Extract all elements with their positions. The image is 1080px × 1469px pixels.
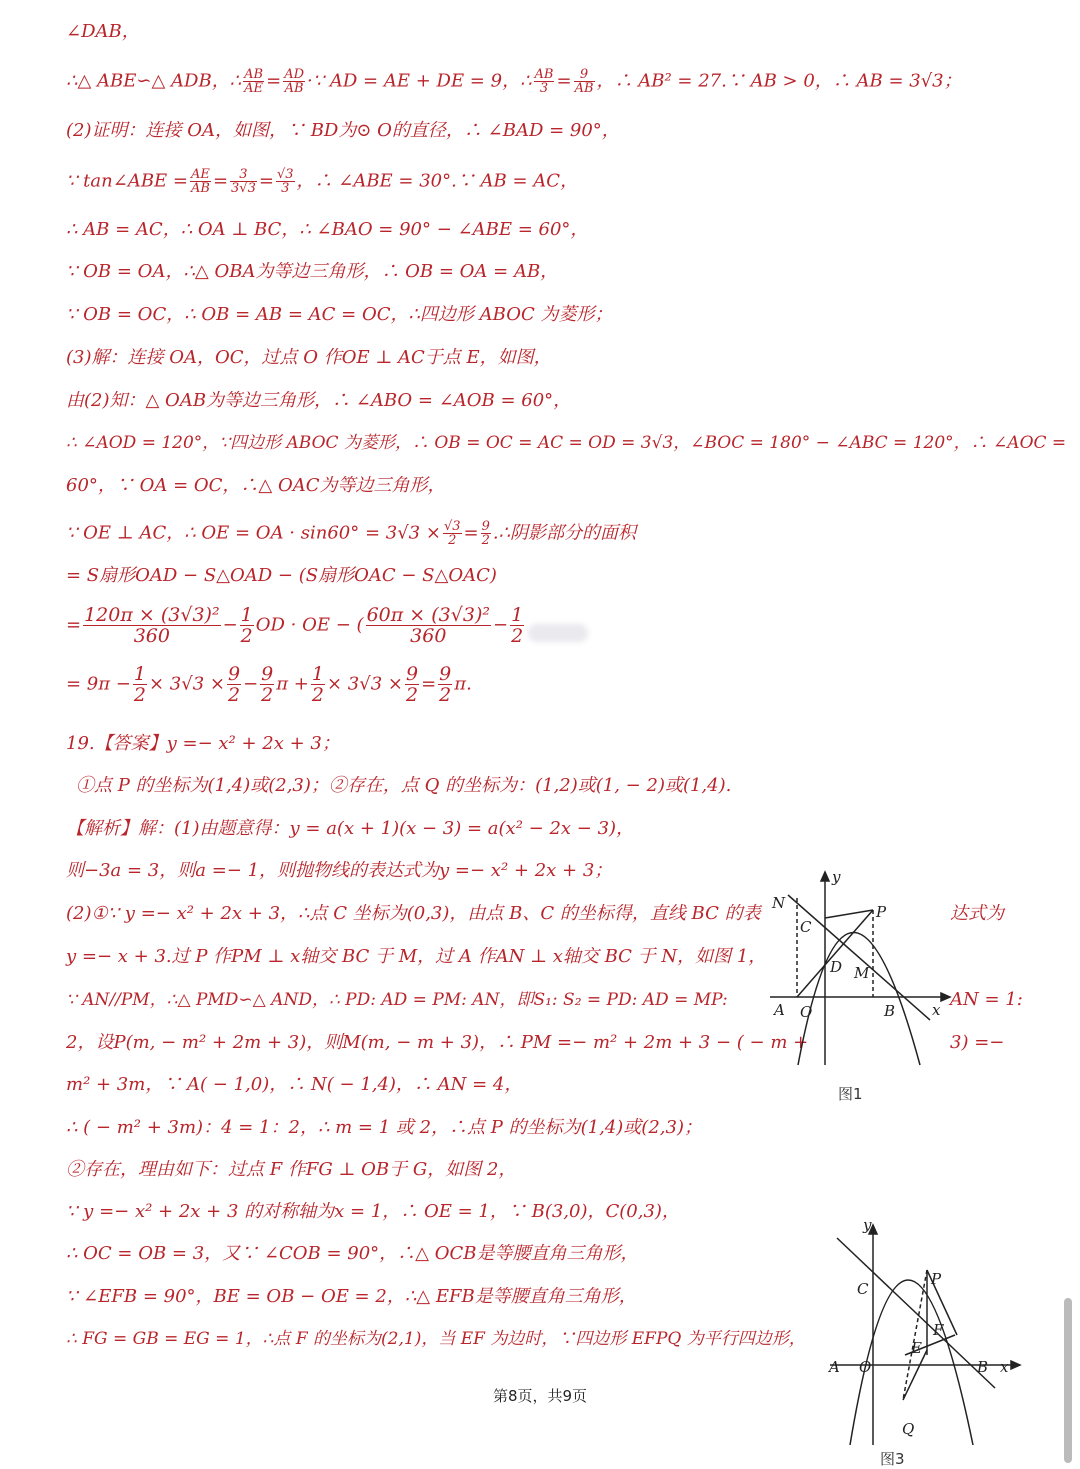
fraction: $\frac{\text{120π × (3√3)²}}{360}$: [84, 604, 220, 647]
fraction: $\frac{AD}{AB}$: [284, 67, 304, 96]
text-line: y =− x + 3.过 P 作PM ⊥ x轴交 BC 于 M，过 A 作AN ⊥ x轴交 BC 于 N，如图 1，: [66, 946, 767, 967]
text-line: 则−3a = 3，则a =− 1，则抛物线的表达式为y =− x² + 2x + 3；: [66, 860, 613, 881]
text-line: ∴ OC = OB = 3，又∵ ∠COB = 90°，∴△ OCB是等腰直角三角形，: [66, 1243, 639, 1264]
label-e: E: [911, 1339, 922, 1357]
figure-1-caption: 图1: [838, 1085, 863, 1103]
label-o: O: [859, 1358, 872, 1376]
text-line: 3) =−: [950, 1032, 1005, 1053]
text-line: ∴ FG = GB = EG = 1，∴点 F 的坐标为(2,1)，当 EF 为边时，∵四边形 EFPQ 为平行四边形，: [66, 1329, 806, 1349]
fraction: $\frac{9}{2}$: [481, 519, 490, 548]
label-m: M: [854, 964, 870, 982]
fraction: $\frac{√3}{3}$: [276, 167, 294, 196]
figure-3: [825, 1210, 1025, 1445]
fraction: $\frac{1}{2}$: [511, 604, 524, 647]
label-o: O: [800, 1003, 813, 1021]
text-line: ∵ OB = OA，∴△ OBA为等边三角形，∴ OB = OA = AB，: [66, 261, 559, 282]
label-b: B: [884, 1002, 896, 1020]
text-line: ②存在，理由如下：过点 F 作FG ⊥ OB于 G，如图 2，: [66, 1159, 517, 1180]
text-line: ∴ ∠AOD = 120°，∵四边形 ABOC 为菱形，∴ OB = OC = AC = OD = 3√3，∠BOC = 180° − ∠ABC = 120°，∴ ∠AOC =: [66, 433, 1067, 453]
fraction: $\frac{1}{2}$: [311, 663, 324, 706]
figure-1: [760, 860, 960, 1070]
text-line: ∵ tan∠ABE = $\frac{AE}{AB}$ = $\frac{3}{3√3}$ = $\frac{√3}{3}$ ，∴ ∠ABE = 30°.∵ AB = AC，: [66, 167, 579, 196]
text-line: ∵ OB = OC，∴ OB = AB = AC = OC，∴四边形 ABOC 为菱形；: [66, 304, 613, 325]
x-arrow-icon: [1011, 1361, 1020, 1369]
text-line: AN = 1:: [950, 989, 1023, 1010]
label-y: y: [863, 1216, 872, 1234]
text-line: = $\frac{\text{120π × (3√3)²}}{360}$ − $\frac{1}{2}$ OD · OE − ( $\frac{\text{60π × (3√3)²}}{360}$ − $\frac{1}{2}$: [66, 604, 524, 647]
text-line: ∵ y =− x² + 2x + 3 的对称轴为x = 1，∴ OE = 1，∵ B(3,0)，C(0,3)，: [66, 1201, 680, 1222]
fraction: $\frac{9}{2}$: [227, 663, 241, 706]
blurred-region: [528, 624, 588, 642]
label-q: Q: [902, 1420, 915, 1438]
label-a: A: [774, 1001, 785, 1019]
fraction: $\frac{1}{2}$: [240, 604, 253, 647]
label-p: P: [931, 1270, 942, 1288]
label-c: C: [857, 1280, 869, 1298]
fraction: $\frac{9}{2}$: [261, 663, 274, 706]
text-line: = S扇形OAD − S△OAD − (S扇形OAC − S△OAC): [66, 565, 497, 586]
scrollbar[interactable]: [1064, 1298, 1072, 1463]
fraction: $\frac{√3}{2}$: [443, 519, 461, 548]
fraction: $\frac{9}{2}$: [439, 663, 452, 706]
page-footer: 第8页，共9页: [492, 1387, 588, 1405]
fraction: $\frac{AE}{AB}$: [190, 167, 210, 196]
text-line: ∵ ∠EFB = 90°，BE = OB − OE = 2，∴△ EFB是等腰直角三角形，: [66, 1286, 637, 1307]
fraction: $\frac{AB}{AE}$: [244, 67, 264, 96]
fraction: $\frac{AB}{3}$: [534, 67, 554, 96]
text-line: (2)①∵ y =− x² + 2x + 3，∴点 C 坐标为(0,3)，由点 B、C 的坐标得，直线 BC 的表: [66, 903, 761, 924]
label-b: B: [977, 1358, 989, 1376]
parabola: [798, 933, 920, 1066]
text-line: m² + 3m，∵ A( − 1,0)，∴ N( − 1,4)，∴ AN = 4，: [66, 1074, 523, 1095]
label-f: F: [933, 1321, 944, 1339]
fraction: $\frac{9}{AB}$: [574, 67, 594, 96]
y-arrow-icon: [821, 872, 829, 881]
text-line: ∠DAB，: [66, 21, 140, 42]
text-line: ∴ AB = AC，∴ OA ⊥ BC，∴ ∠BAO = 90° − ∠ABE = 60°，: [66, 219, 589, 240]
text-line: 由(2)知：△ OAB为等边三角形，∴ ∠ABO = ∠AOB = 60°，: [66, 390, 572, 411]
label-n: N: [772, 894, 786, 912]
label-d: D: [830, 958, 843, 976]
text-line: 19.【答案】y =− x² + 2x + 3；: [66, 733, 340, 754]
fraction: $\frac{9}{2}$: [405, 663, 419, 706]
text-line: = 9π − $\frac{1}{2}$ × 3√3 × $\frac{9}{2}$ − $\frac{9}{2}$ π + $\frac{1}{2}$ × 3√3 × $\frac{9}{2}$ = $\frac{9}{2}$ π.: [66, 663, 472, 706]
text-line: (2)证明：连接 OA，如图，∵ BD为⊙ O的直径，∴ ∠BAD = 90°，: [66, 120, 620, 141]
text-line: ∵ AN//PM，∴△ PMD∽△ AND，∴ PD: AD = PM: AN，即S₁: S₂ = PD: AD = MP:: [66, 990, 728, 1010]
text-line: ∴ ( − m² + 3m)：4 = 1：2，∴ m = 1 或 2，∴点 P 的坐标为(1,4)或(2,3)；: [66, 1117, 702, 1138]
label-a: A: [829, 1358, 840, 1376]
text-line: ①点 P 的坐标为(1,4)或(2,3)；②存在，点 Q 的坐标为：(1,2)或(1, − 2)或(1,4).: [76, 775, 732, 796]
label-y: y: [832, 868, 841, 886]
text-line: 2，设P(m, − m² + 2m + 3)，则M(m, − m + 3)，∴ PM =− m² + 2m + 3 − ( − m +: [66, 1032, 809, 1053]
text-line: 【解析】解：(1)由题意得：y = a(x + 1)(x − 3) = a(x² − 2x − 3)，: [66, 818, 635, 839]
text-line: ∵ OE ⊥ AC，∴ OE = OA · sin60° = 3√3 × $\frac{√3}{2}$ = $\frac{9}{2}$ .∴阴影部分的面积: [66, 519, 637, 548]
text-line: ∴△ ABE∽△ ADB，∴ $\frac{AB}{AE}$ = $\frac{AD}{AB}$ ·∵ AD = AE + DE = 9，∴ $\frac{AB}{3}$ = $\frac{9}{AB}$ ，∴ AB² = 27.∵ AB > 0，∴ AB = 3√3；: [66, 67, 962, 96]
fraction: $\frac{\text{60π × (3√3)²}}{360}$: [366, 604, 490, 647]
fraction: $\frac{3}{3√3}$: [231, 167, 256, 196]
label-p: P: [876, 903, 887, 921]
text-line: (3)解：连接 OA，OC，过点 O 作OE ⊥ AC于点 E，如图，: [66, 347, 552, 368]
line-cp: [825, 910, 873, 918]
x-arrow-icon: [941, 993, 950, 1001]
text-line: 达式为: [950, 903, 1004, 924]
label-x: x: [932, 1001, 941, 1019]
label-x: x: [1000, 1358, 1009, 1376]
figure-3-caption: 图3: [880, 1450, 905, 1468]
text-line: 60°，∵ OA = OC，∴△ OAC为等边三角形，: [66, 475, 446, 496]
fraction: $\frac{1}{2}$: [133, 663, 146, 706]
line-bc: [788, 895, 930, 1020]
label-c: C: [800, 918, 812, 936]
